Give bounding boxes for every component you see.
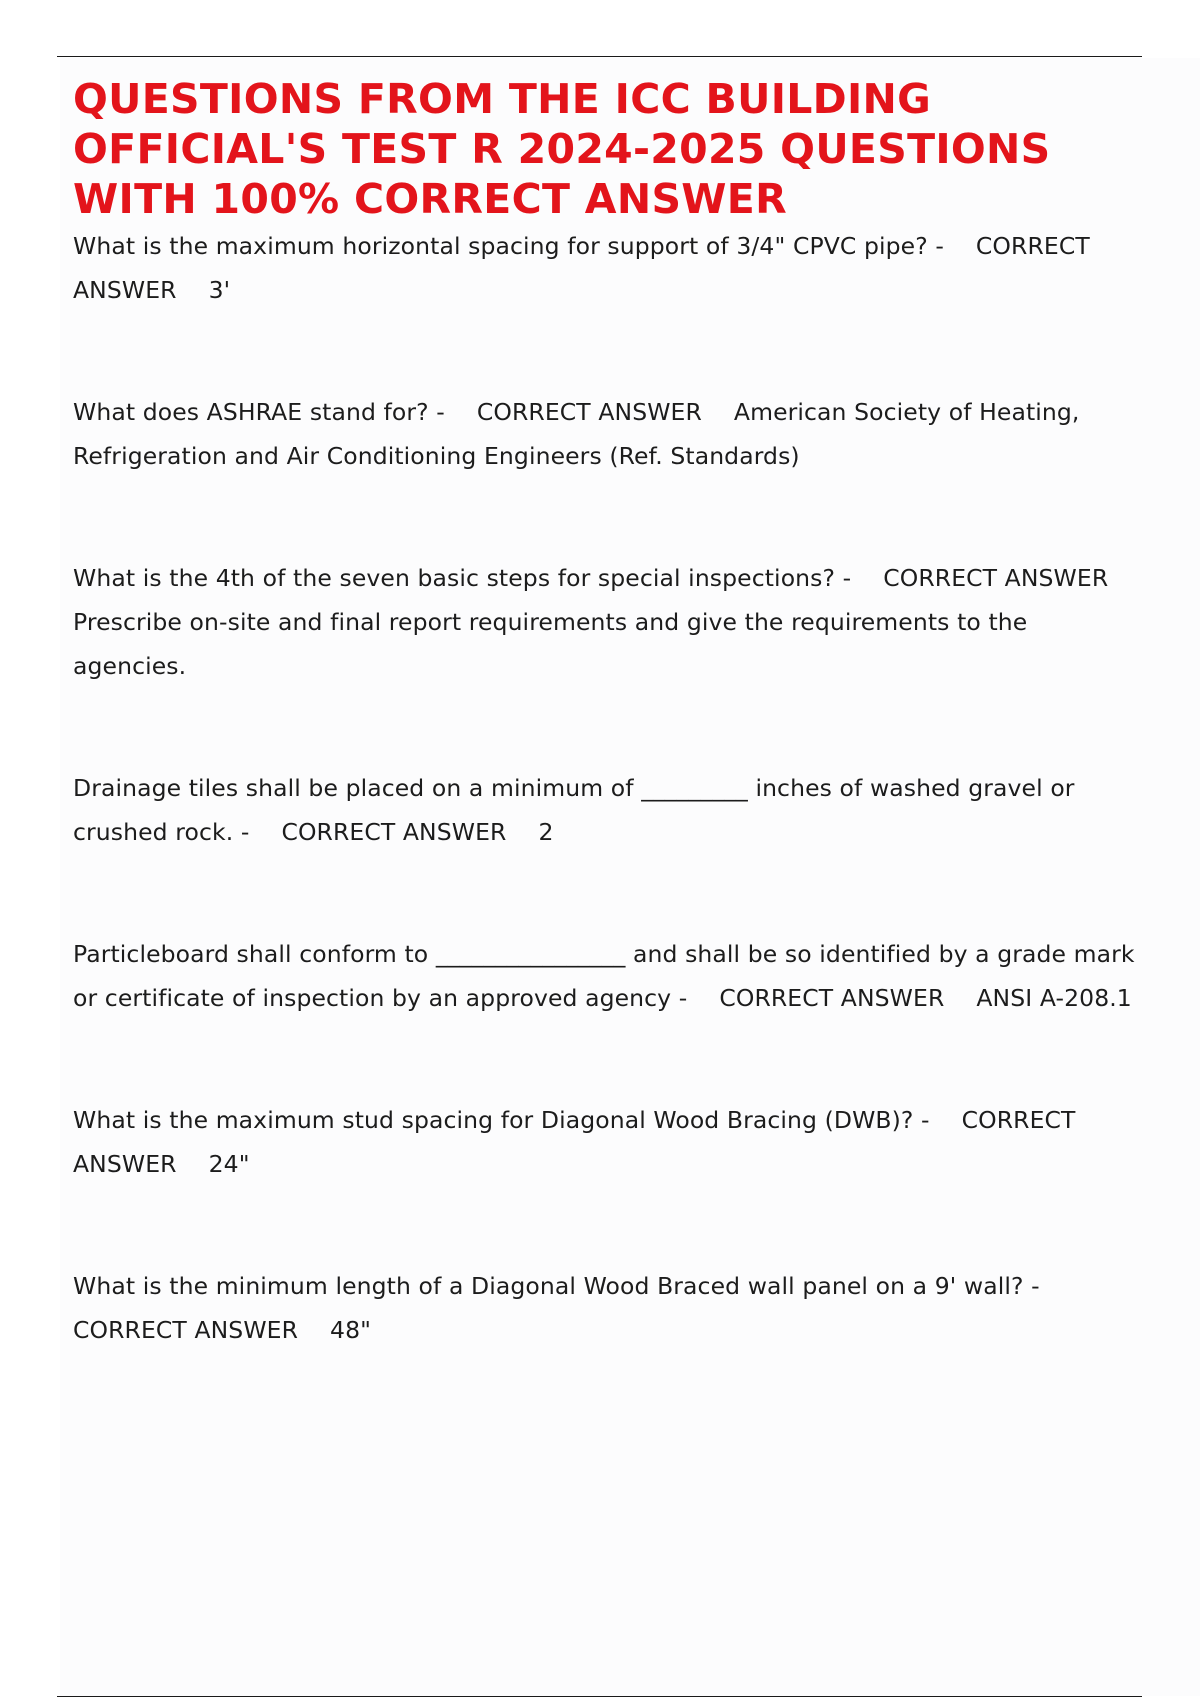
question-text: Particleboard shall conform to ________________ and shall be so identified by a grade mark or certificate of inspection by an approved agency -	[73, 940, 1135, 1012]
answer-label: CORRECT ANSWER	[73, 1106, 1076, 1178]
qa-item	[73, 932, 1148, 1020]
answer-text: Prescribe on-site and final report requirements and give the requirements to the agencies.	[73, 608, 1028, 680]
question-text: What does ASHRAE stand for? -	[73, 398, 445, 426]
answer-text: 24"	[208, 1150, 250, 1178]
answer-label: CORRECT ANSWER	[883, 564, 1109, 592]
answer-text: 3'	[208, 276, 231, 304]
qa-item	[73, 1098, 1148, 1186]
qa-item	[73, 766, 1148, 854]
qa-item	[73, 390, 1148, 478]
answer-label: CORRECT ANSWER	[281, 818, 507, 846]
qa-item	[73, 1264, 1148, 1352]
answer-label: CORRECT ANSWER	[476, 398, 702, 426]
answer-text: ANSI A-208.1	[976, 984, 1132, 1012]
bottom-rule	[57, 1696, 1142, 1697]
qa-list	[73, 224, 1148, 1352]
question-text: Drainage tiles shall be placed on a minimum of _________ inches of washed gravel or crushed rock. -	[73, 774, 1075, 846]
answer-text: American Society of Heating, Refrigeration and Air Conditioning Engineers (Ref. Standards)	[73, 398, 1080, 470]
answer-label: CORRECT ANSWER	[73, 232, 1090, 304]
answer-text: 48"	[330, 1316, 372, 1344]
document-title: QUESTIONS FROM THE ICC BUILDING OFFICIAL'S TEST R 2024-2025 QUESTIONS WITH 100% CORRECT ANSWER	[73, 75, 1051, 223]
top-rule	[57, 56, 1142, 57]
document-body	[73, 74, 1148, 1352]
qa-item	[73, 556, 1148, 688]
answer-label: CORRECT ANSWER	[73, 1316, 299, 1344]
question-text: What is the minimum length of a Diagonal Wood Braced wall panel on a 9' wall? -	[73, 1272, 1040, 1300]
answer-label: CORRECT ANSWER	[719, 984, 945, 1012]
question-text: What is the 4th of the seven basic steps for special inspections? -	[73, 564, 852, 592]
question-text: What is the maximum stud spacing for Diagonal Wood Bracing (DWB)? -	[73, 1106, 930, 1134]
answer-text: 2	[538, 818, 554, 846]
question-text: What is the maximum horizontal spacing for support of 3/4" CPVC pipe? -	[73, 232, 944, 260]
qa-item	[73, 224, 1148, 312]
